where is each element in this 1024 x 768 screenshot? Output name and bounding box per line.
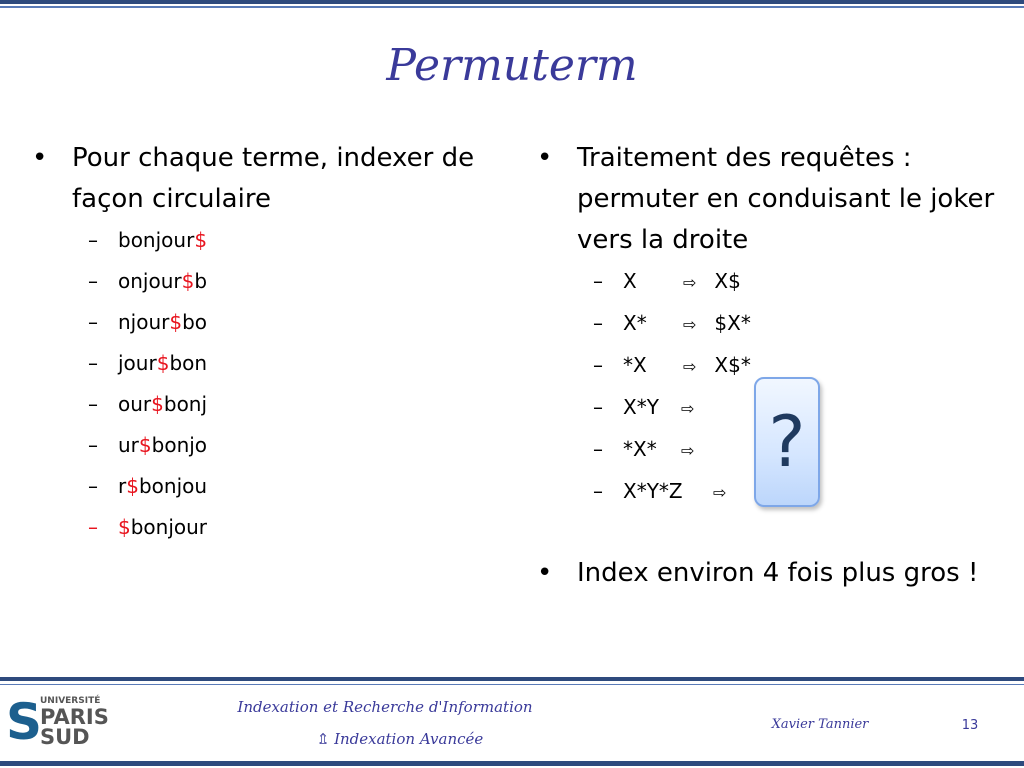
- rotation-item: [30, 343, 500, 384]
- rotation-post: bonj: [163, 392, 208, 416]
- footer-border: [0, 677, 1024, 681]
- rotation-dollar: $: [181, 269, 195, 293]
- dash: –: [88, 392, 98, 416]
- bullet-dot: •: [32, 143, 48, 173]
- query-rotation: $X*: [714, 311, 751, 335]
- rotation-post: bonjo: [151, 433, 208, 457]
- query-item: [535, 261, 1015, 303]
- section-arrow-icon: ⇬: [316, 730, 330, 748]
- top-border: [0, 0, 1024, 4]
- query-pattern: X*Y: [623, 395, 659, 419]
- question-mark: ?: [768, 401, 806, 483]
- rotation-pre: jour: [118, 351, 157, 375]
- logo-paris: PARIS: [40, 705, 109, 729]
- rotation-post: b: [194, 269, 208, 293]
- rotation-item: [30, 261, 500, 302]
- logo-universite: UNIVERSITÉ: [40, 696, 101, 706]
- rotation-pre: r: [118, 474, 127, 498]
- rotation-pre: njour: [118, 310, 170, 334]
- left-bullet-text: Pour chaque terme, indexer de façon circulaire: [72, 143, 475, 214]
- question-mark-box: [754, 377, 820, 507]
- dash: –: [88, 351, 98, 375]
- right-bullet: [535, 138, 1015, 261]
- rotation-pre: onjour: [118, 269, 182, 293]
- rotation-dollar: $: [138, 433, 152, 457]
- arrow-right-icon: ⇨: [683, 315, 697, 334]
- rotation-post: bo: [182, 310, 208, 334]
- dash: –: [593, 479, 603, 503]
- dash: –: [88, 310, 98, 334]
- bullet-dot: •: [537, 558, 553, 588]
- right-bullet-2-text: Index environ 4 fois plus gros !: [577, 558, 979, 588]
- dash: –: [88, 433, 98, 457]
- footer-bottom-border: [0, 761, 1024, 766]
- rotation-dollar: $: [156, 351, 170, 375]
- dash: –: [88, 474, 98, 498]
- dash: –: [593, 353, 603, 377]
- footer-border-thin: [0, 684, 1024, 685]
- arrow-right-icon: ⇨: [683, 273, 697, 292]
- arrow-right-icon: ⇨: [713, 483, 727, 502]
- slide-title: Permuterm: [386, 40, 638, 91]
- query-pattern: X: [623, 269, 637, 293]
- page-number: 13: [961, 718, 979, 733]
- rotation-item: [30, 384, 500, 425]
- dash: –: [593, 311, 603, 335]
- rotation-post: bon: [169, 351, 208, 375]
- query-pattern: *X*: [623, 437, 657, 461]
- rotation-item: [30, 425, 500, 466]
- dash: –: [88, 515, 98, 539]
- rotation-item: [30, 302, 500, 343]
- query-item: [535, 303, 1015, 345]
- dash: –: [593, 437, 603, 461]
- rotation-item: [30, 507, 500, 548]
- rotation-dollar: $: [194, 228, 208, 252]
- rotation-dollar: $: [118, 515, 131, 539]
- rotation-post: bonjour: [130, 515, 208, 539]
- footer-section: [200, 730, 600, 748]
- query-pattern: X*: [623, 311, 647, 335]
- footer-author: Xavier Tannier: [771, 717, 869, 732]
- rotation-pre: ur: [118, 433, 139, 457]
- query-rotation: X$*: [714, 353, 751, 377]
- left-bullet: [30, 138, 500, 220]
- logo-s-mark: S: [6, 693, 43, 751]
- right-bullet-2: [535, 553, 1015, 594]
- footer-section-label: Indexation Avancée: [334, 730, 484, 748]
- query-pattern: *X: [623, 353, 647, 377]
- right-bullet-text: Traitement des requêtes : permuter en conduisant le joker vers la droite: [577, 143, 995, 255]
- query-rotation: X$: [714, 269, 741, 293]
- query-pattern: X*Y*Z: [623, 479, 683, 503]
- arrow-right-icon: ⇨: [681, 399, 695, 418]
- rotation-dollar: $: [151, 392, 164, 416]
- bullet-dot: •: [537, 143, 553, 173]
- dash: –: [593, 395, 603, 419]
- rotation-pre: bonjour: [118, 228, 195, 252]
- rotation-item: [30, 220, 500, 261]
- right-column: [535, 138, 1015, 594]
- rotation-post: bonjou: [138, 474, 208, 498]
- rotation-pre: our: [118, 392, 152, 416]
- rotation-list: [30, 220, 500, 548]
- dash: –: [593, 269, 603, 293]
- rotation-dollar: $: [126, 474, 139, 498]
- dash: –: [88, 228, 98, 252]
- rotation-item: [30, 466, 500, 507]
- arrow-right-icon: ⇨: [681, 441, 695, 460]
- dash: –: [88, 269, 98, 293]
- left-column: [30, 138, 500, 548]
- footer-course-title: Indexation et Recherche d'Information: [237, 698, 533, 716]
- arrow-right-icon: ⇨: [683, 357, 697, 376]
- rotation-dollar: $: [169, 310, 183, 334]
- top-border-thin: [0, 6, 1024, 8]
- university-logo: [6, 692, 116, 752]
- logo-sud: SUD: [40, 725, 90, 749]
